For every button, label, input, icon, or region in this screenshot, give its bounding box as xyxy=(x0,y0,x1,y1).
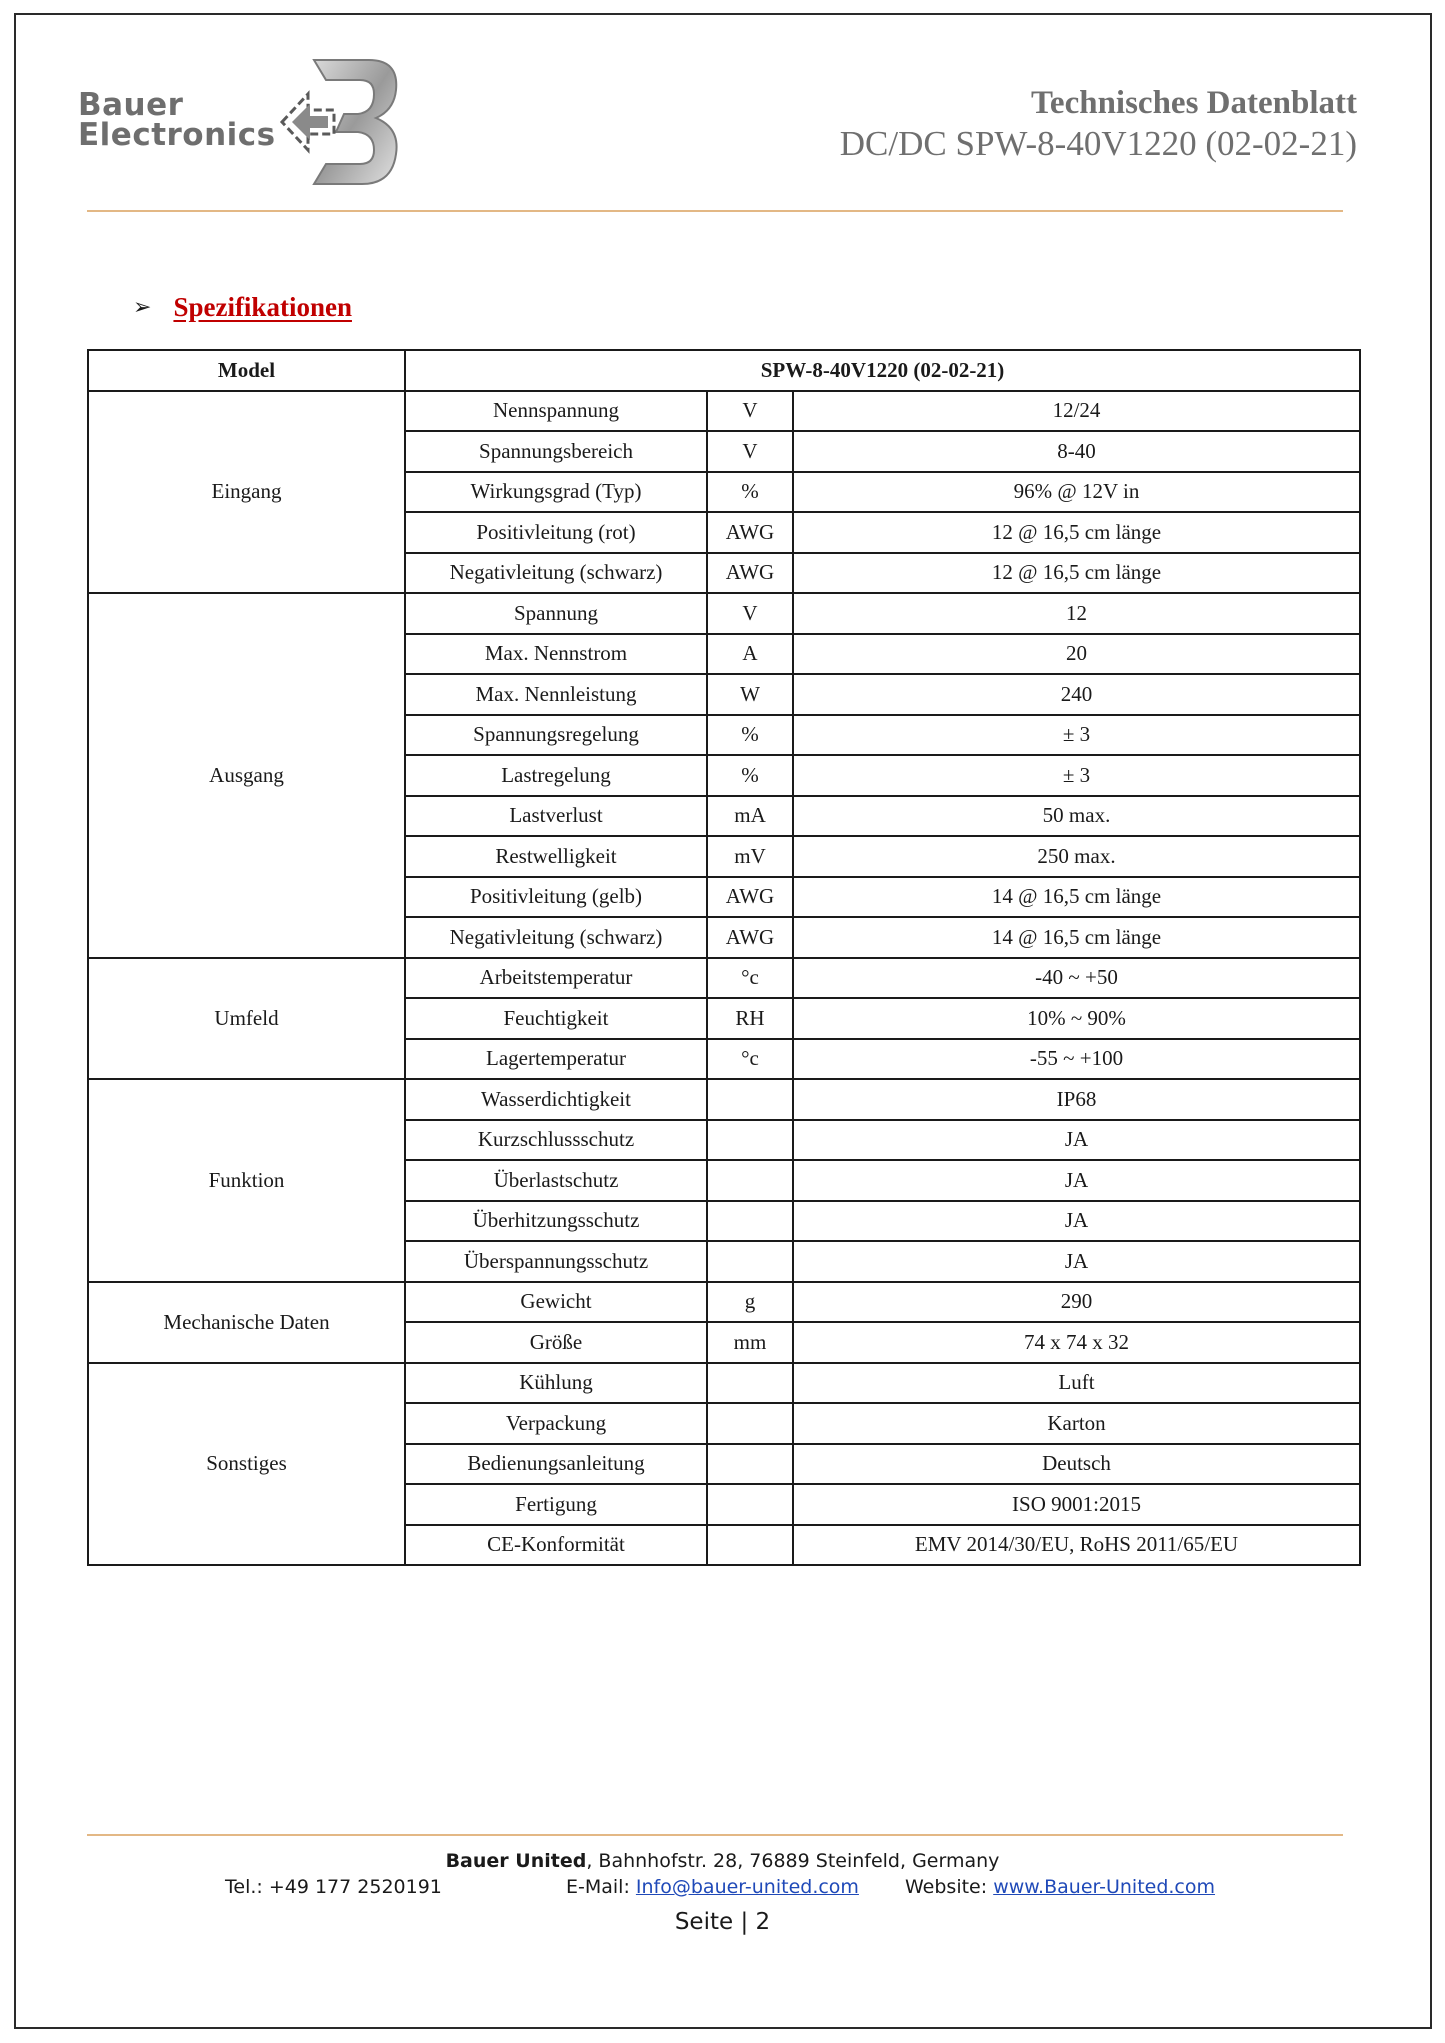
email-block xyxy=(566,1876,859,1898)
section-title: Spezifikationen xyxy=(173,292,352,322)
cell-param: Max. Nennstrom xyxy=(405,634,707,675)
cell-unit: V xyxy=(707,391,793,432)
cell-unit: % xyxy=(707,755,793,796)
cell-unit: °c xyxy=(707,958,793,999)
cell-param: Überspannungsschutz xyxy=(405,1241,707,1282)
cell-param: Wirkungsgrad (Typ) xyxy=(405,472,707,513)
cell-param: Kurzschlussschutz xyxy=(405,1120,707,1161)
cell-param: Spannung xyxy=(405,593,707,634)
footer-address xyxy=(0,1850,1445,1872)
model-label: Model xyxy=(88,350,405,391)
cell-unit: g xyxy=(707,1282,793,1323)
group-name: Funktion xyxy=(88,1079,405,1282)
logo-text xyxy=(78,87,276,153)
cell-param: Lastregelung xyxy=(405,755,707,796)
cell-unit xyxy=(707,1444,793,1485)
group-name: Mechanische Daten xyxy=(88,1282,405,1363)
phone-number: Tel.: +49 177 2520191 xyxy=(225,1876,442,1898)
document-title xyxy=(840,84,1357,164)
cell-unit: mV xyxy=(707,836,793,877)
cell-unit xyxy=(707,1484,793,1525)
cell-value: Deutsch xyxy=(793,1444,1360,1485)
table-row xyxy=(88,1282,1360,1323)
footer-divider xyxy=(87,1834,1343,1836)
cell-unit: mm xyxy=(707,1322,793,1363)
cell-param: Verpackung xyxy=(405,1403,707,1444)
cell-value: 14 @ 16,5 cm länge xyxy=(793,917,1360,958)
logo-line-2: Electronics xyxy=(78,117,276,153)
cell-param: Spannungsbereich xyxy=(405,431,707,472)
cell-unit: % xyxy=(707,715,793,756)
arrow-bullet-icon: ➢ xyxy=(133,295,152,320)
cell-param: Gewicht xyxy=(405,1282,707,1323)
cell-param: Überlastschutz xyxy=(405,1160,707,1201)
title-line-1: Technisches Datenblatt xyxy=(1030,85,1357,121)
table-row xyxy=(88,1079,1360,1120)
cell-value: 12/24 xyxy=(793,391,1360,432)
cell-param: Positivleitung (gelb) xyxy=(405,877,707,918)
cell-value: 10% ~ 90% xyxy=(793,998,1360,1039)
cell-param: Positivleitung (rot) xyxy=(405,512,707,553)
cell-value: 250 max. xyxy=(793,836,1360,877)
title-line-2: DC/DC SPW-8-40V1220 (02-02-21) xyxy=(839,124,1357,163)
cell-value: JA xyxy=(793,1120,1360,1161)
cell-param: Überhitzungsschutz xyxy=(405,1201,707,1242)
cell-value: JA xyxy=(793,1201,1360,1242)
cell-value: EMV 2014/30/EU, RoHS 2011/65/EU xyxy=(793,1525,1360,1566)
cell-unit xyxy=(707,1160,793,1201)
company-name: Bauer United xyxy=(445,1850,587,1872)
cell-param: CE-Konformität xyxy=(405,1525,707,1566)
cell-param: Nennspannung xyxy=(405,391,707,432)
cell-value: -55 ~ +100 xyxy=(793,1039,1360,1080)
table-row xyxy=(88,391,1360,432)
cell-unit xyxy=(707,1525,793,1566)
cell-value: ± 3 xyxy=(793,755,1360,796)
cell-value: 14 @ 16,5 cm länge xyxy=(793,877,1360,918)
website-link[interactable]: www.Bauer-United.com xyxy=(993,1876,1216,1898)
company-address: , Bahnhofstr. 28, 76889 Steinfeld, Germany xyxy=(586,1850,1000,1872)
cell-unit: mA xyxy=(707,796,793,837)
cell-unit xyxy=(707,1241,793,1282)
cell-param: Lagertemperatur xyxy=(405,1039,707,1080)
table-row xyxy=(88,593,1360,634)
cell-value: JA xyxy=(793,1160,1360,1201)
cell-param: Lastverlust xyxy=(405,796,707,837)
page-number: Seite | 2 xyxy=(674,1909,771,1935)
cell-value: IP68 xyxy=(793,1079,1360,1120)
cell-unit xyxy=(707,1403,793,1444)
bauer-electronics-logo xyxy=(78,52,418,202)
cell-param: Größe xyxy=(405,1322,707,1363)
website-label: Website: xyxy=(905,1876,994,1898)
header-divider xyxy=(87,210,1343,212)
cell-value: -40 ~ +50 xyxy=(793,958,1360,999)
cell-unit: V xyxy=(707,431,793,472)
specification-table xyxy=(87,349,1361,1566)
cell-value: 12 @ 16,5 cm länge xyxy=(793,553,1360,594)
group-name: Ausgang xyxy=(88,593,405,958)
cell-param: Bedienungsanleitung xyxy=(405,1444,707,1485)
logo-line-1: Bauer xyxy=(78,87,184,123)
group-name: Umfeld xyxy=(88,958,405,1080)
cell-value: Luft xyxy=(793,1363,1360,1404)
cell-param: Fertigung xyxy=(405,1484,707,1525)
cell-unit: A xyxy=(707,634,793,675)
logo-b-icon xyxy=(274,52,404,192)
cell-unit: % xyxy=(707,472,793,513)
cell-param: Kühlung xyxy=(405,1363,707,1404)
website-block xyxy=(905,1876,1215,1898)
cell-unit: RH xyxy=(707,998,793,1039)
email-link[interactable]: Info@bauer-united.com xyxy=(635,1876,859,1898)
cell-param: Restwelligkeit xyxy=(405,836,707,877)
cell-unit xyxy=(707,1120,793,1161)
cell-value: ISO 9001:2015 xyxy=(793,1484,1360,1525)
cell-value: 74 x 74 x 32 xyxy=(793,1322,1360,1363)
cell-value: 50 max. xyxy=(793,796,1360,837)
cell-param: Feuchtigkeit xyxy=(405,998,707,1039)
cell-param: Negativleitung (schwarz) xyxy=(405,553,707,594)
model-value: SPW-8-40V1220 (02-02-21) xyxy=(405,350,1360,391)
group-name: Eingang xyxy=(88,391,405,594)
cell-param: Max. Nennleistung xyxy=(405,674,707,715)
cell-value: ± 3 xyxy=(793,715,1360,756)
cell-unit: AWG xyxy=(707,877,793,918)
cell-unit: AWG xyxy=(707,553,793,594)
cell-value: 96% @ 12V in xyxy=(793,472,1360,513)
cell-param: Wasserdichtigkeit xyxy=(405,1079,707,1120)
cell-unit: AWG xyxy=(707,512,793,553)
cell-unit: °c xyxy=(707,1039,793,1080)
cell-param: Arbeitstemperatur xyxy=(405,958,707,999)
cell-value: JA xyxy=(793,1241,1360,1282)
table-row xyxy=(88,958,1360,999)
cell-unit: V xyxy=(707,593,793,634)
cell-value: 290 xyxy=(793,1282,1360,1323)
cell-param: Negativleitung (schwarz) xyxy=(405,917,707,958)
cell-value: 12 xyxy=(793,593,1360,634)
cell-value: 12 @ 16,5 cm länge xyxy=(793,512,1360,553)
cell-value: 240 xyxy=(793,674,1360,715)
email-label: E-Mail: xyxy=(566,1876,636,1898)
group-name: Sonstiges xyxy=(88,1363,405,1566)
cell-unit: AWG xyxy=(707,917,793,958)
cell-unit xyxy=(707,1363,793,1404)
cell-value: Karton xyxy=(793,1403,1360,1444)
table-header-row xyxy=(88,350,1360,391)
table-row xyxy=(88,1363,1360,1404)
section-heading xyxy=(133,292,352,323)
cell-unit xyxy=(707,1079,793,1120)
cell-value: 20 xyxy=(793,634,1360,675)
cell-unit: W xyxy=(707,674,793,715)
cell-unit xyxy=(707,1201,793,1242)
cell-value: 8-40 xyxy=(793,431,1360,472)
cell-param: Spannungsregelung xyxy=(405,715,707,756)
